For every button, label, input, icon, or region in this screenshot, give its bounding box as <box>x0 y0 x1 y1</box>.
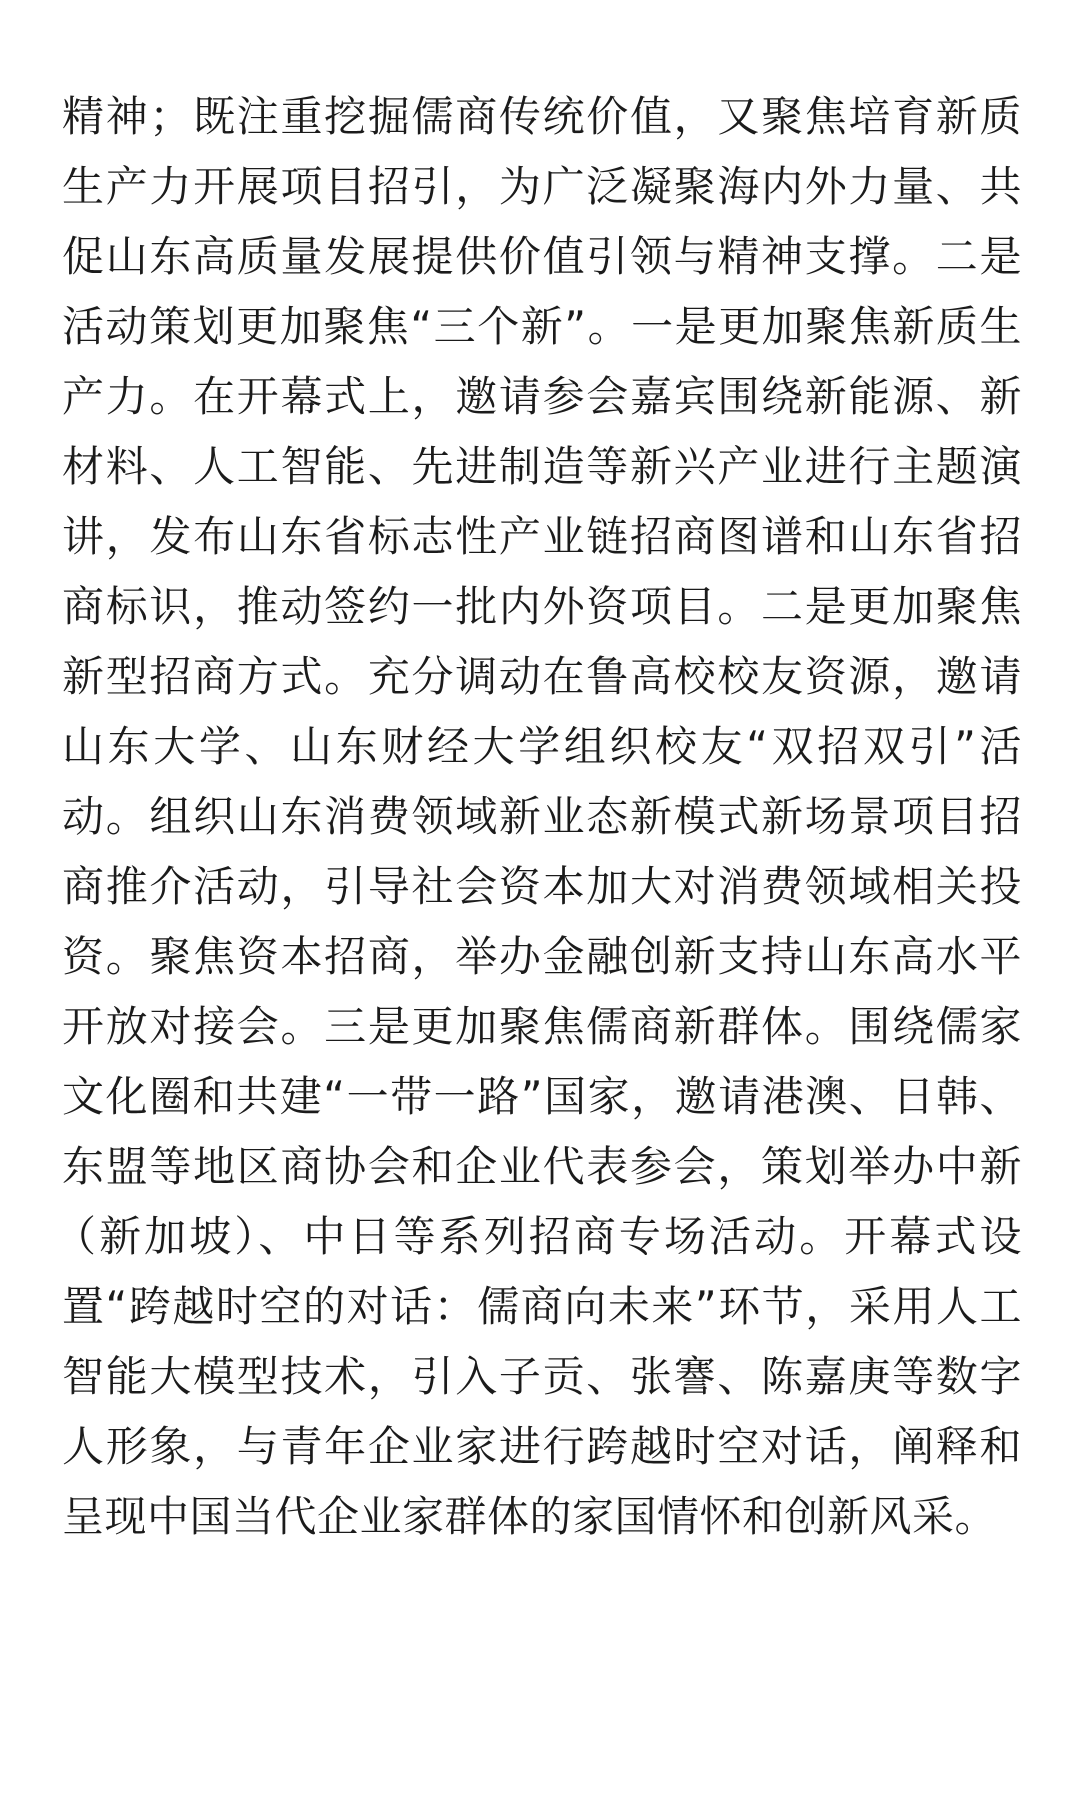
text-line: 生产力开展项目招引，为广泛凝聚海内外力量、共 <box>62 162 1022 211</box>
text-line: 山东大学、山东财经大学组织校友“双招双引”活 <box>62 722 1022 771</box>
text-line: 资。聚焦资本招商，举办金融创新支持山东高水平 <box>62 932 1022 981</box>
text-line: 促山东高质量发展提供价值引领与精神支撑。二是 <box>62 232 1022 281</box>
text-line: 商标识，推动签约一批内外资项目。二是更加聚焦 <box>62 582 1022 631</box>
text-line: 材料、人工智能、先进制造等新兴产业进行主题演 <box>62 442 1022 491</box>
text-line: 讲，发布山东省标志性产业链招商图谱和山东省招 <box>62 512 1022 561</box>
text-line: 动。组织山东消费领域新业态新模式新场景项目招 <box>62 792 1022 841</box>
text-line: 新型招商方式。充分调动在鲁高校校友资源，邀请 <box>62 652 1022 701</box>
text-line: 人形象，与青年企业家进行跨越时空对话，阐释和 <box>62 1422 1022 1471</box>
text-line: 活动策划更加聚焦“三个新”。一是更加聚焦新质生 <box>62 302 1022 351</box>
text-line: 文化圈和共建“一带一路”国家，邀请港澳、日韩、 <box>62 1072 1022 1121</box>
text-line: 呈现中国当代企业家群体的家国情怀和创新风采。 <box>62 1492 998 1541</box>
text-line: 智能大模型技术，引入子贡、张謇、陈嘉庚等数字 <box>62 1352 1022 1401</box>
text-line: 商推介活动，引导社会资本加大对消费领域相关投 <box>62 862 1022 911</box>
text-line: 东盟等地区商协会和企业代表参会，策划举办中新 <box>62 1142 1022 1191</box>
text-line: （新加坡）、中日等系列招商专场活动。开幕式设 <box>54 1212 1022 1261</box>
text-line: 精神；既注重挖掘儒商传统价值，又聚焦培育新质 <box>62 92 1022 141</box>
text-line: 开放对接会。三是更加聚焦儒商新群体。围绕儒家 <box>62 1002 1022 1051</box>
text-line: 置“跨越时空的对话：儒商向未来”环节，采用人工 <box>62 1282 1022 1331</box>
text-line: 产力。在开幕式上，邀请参会嘉宾围绕新能源、新 <box>62 372 1022 421</box>
